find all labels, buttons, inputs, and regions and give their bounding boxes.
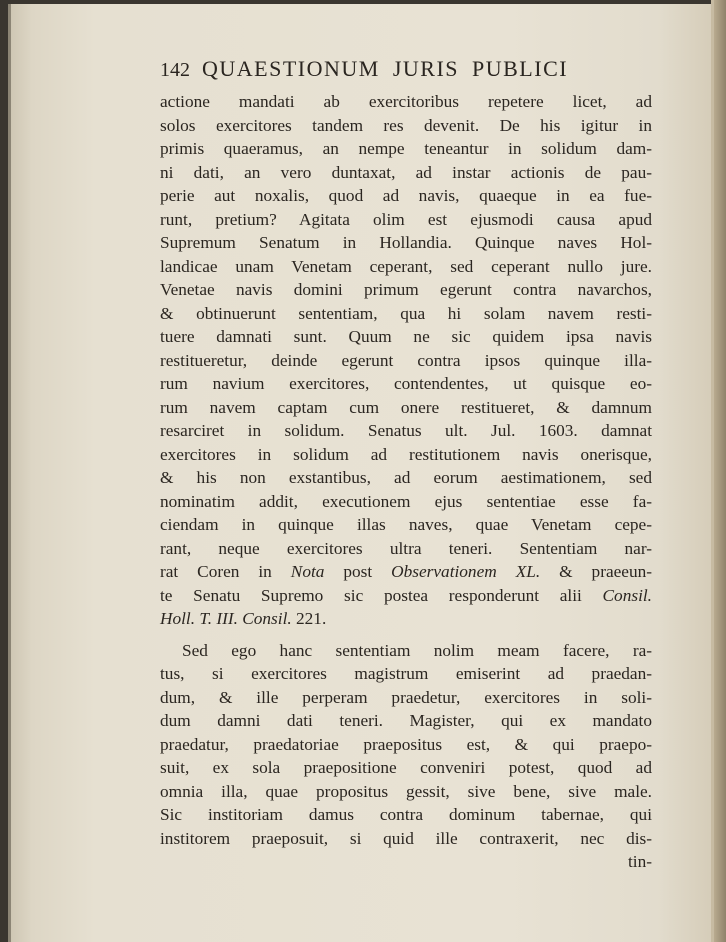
text-line: perie aut noxalis, quod ad navis, quaeque in ea fue-: [160, 186, 652, 205]
citation-italic: Holl. T. III. Consil.: [160, 609, 292, 628]
text-line: ni dati, an vero duntaxat, ad instar actionis de pau-: [160, 162, 652, 182]
text-line: rum navem captam cum onere restitueret, & damnum: [160, 397, 652, 417]
text-line: ciendam in quinque illas naves, quae Venetam cepe-: [160, 515, 652, 534]
text-line: exercitores in solidum ad restitutionem navis onerisque,: [160, 444, 652, 464]
page-number: 142: [160, 59, 190, 81]
text-line: & his non exstantibus, ad eorum aestimationem, sed: [160, 468, 652, 487]
citation-text: & praeeun-: [540, 562, 652, 581]
citation-text: 221.: [291, 609, 327, 628]
text-line: primis quaeramus, an nempe teneantur in solidum dam-: [160, 139, 652, 158]
running-title: QUAESTIONUM JURIS PUBLICI: [202, 56, 569, 81]
text-line: Sed ego hanc sententiam nolim meam facere, ra-: [182, 640, 652, 660]
text-line: tus, si exercitores magistrum emiserint ad praedan-: [160, 664, 652, 683]
citation-italic: Consil.: [602, 585, 652, 605]
text-line: nominatim addit, executionem ejus sententiae esse fa-: [160, 491, 652, 511]
citation-italic: Observationem XL.: [391, 562, 541, 581]
book-spine-edge: [714, 0, 726, 942]
citation-italic: Nota: [290, 562, 325, 581]
citation-line: [160, 560, 652, 584]
text-line: omnia illa, quae propositus gessit, sive bene, sive male.: [160, 781, 652, 801]
citation-text: post: [324, 562, 392, 581]
text-line: Sic institoriam damus contra dominum tabernae, qui: [160, 805, 652, 824]
text-line: landicae unam Venetam ceperant, sed ceperant nullo jure.: [160, 256, 652, 276]
text-line: suit, ex sola praepositione conveniri potest, quod ad: [160, 758, 652, 777]
text-line: actione mandati ab exercitoribus repetere licet, ad: [160, 92, 652, 111]
text-line: dum, & ille perperam praedetur, exercitores in soli-: [160, 687, 652, 707]
citation-text: te Senatu Supremo sic postea responderunt alii: [160, 585, 603, 605]
text-line: runt, pretium? Agitata olim est ejusmodi causa apud: [160, 209, 652, 229]
text-line: Supremum Senatum in Hollandia. Quinque naves Hol-: [160, 233, 652, 252]
text-line: institorem praeposuit, si quid ille contraxerit, nec dis-: [160, 828, 652, 848]
body-text: [160, 90, 652, 874]
text-line: & obtinuerunt sententiam, qua hi solam navem resti-: [160, 303, 652, 323]
text-line: dum damni dati teneri. Magister, qui ex mandato: [160, 711, 652, 730]
text-line: restitueretur, deinde egerunt contra ipsos quinque illa-: [160, 350, 652, 370]
text-line: rant, neque exercitores ultra teneri. Sententiam nar-: [160, 538, 652, 558]
citation-line: [160, 607, 652, 631]
citation-text: rat Coren in: [160, 562, 291, 581]
text-line: solos exercitores tandem res devenit. De his igitur in: [160, 115, 652, 135]
text-line: praedatur, praedatoriae praepositus est, & qui praepo-: [160, 734, 652, 754]
running-header: [160, 56, 635, 90]
text-line: rum navium exercitores, contendentes, ut quisque eo-: [160, 374, 652, 393]
text-line: resarciret in solidum. Senatus ult. Jul. 1603. damnat: [160, 421, 652, 440]
text-line: tuere damnati sunt. Quum ne sic quidem ipsa navis: [160, 327, 652, 346]
text-line: Venetae navis domini primum egerunt contra navarchos,: [160, 280, 652, 299]
catchword: tin-: [628, 852, 652, 871]
citation-line: [160, 584, 652, 608]
